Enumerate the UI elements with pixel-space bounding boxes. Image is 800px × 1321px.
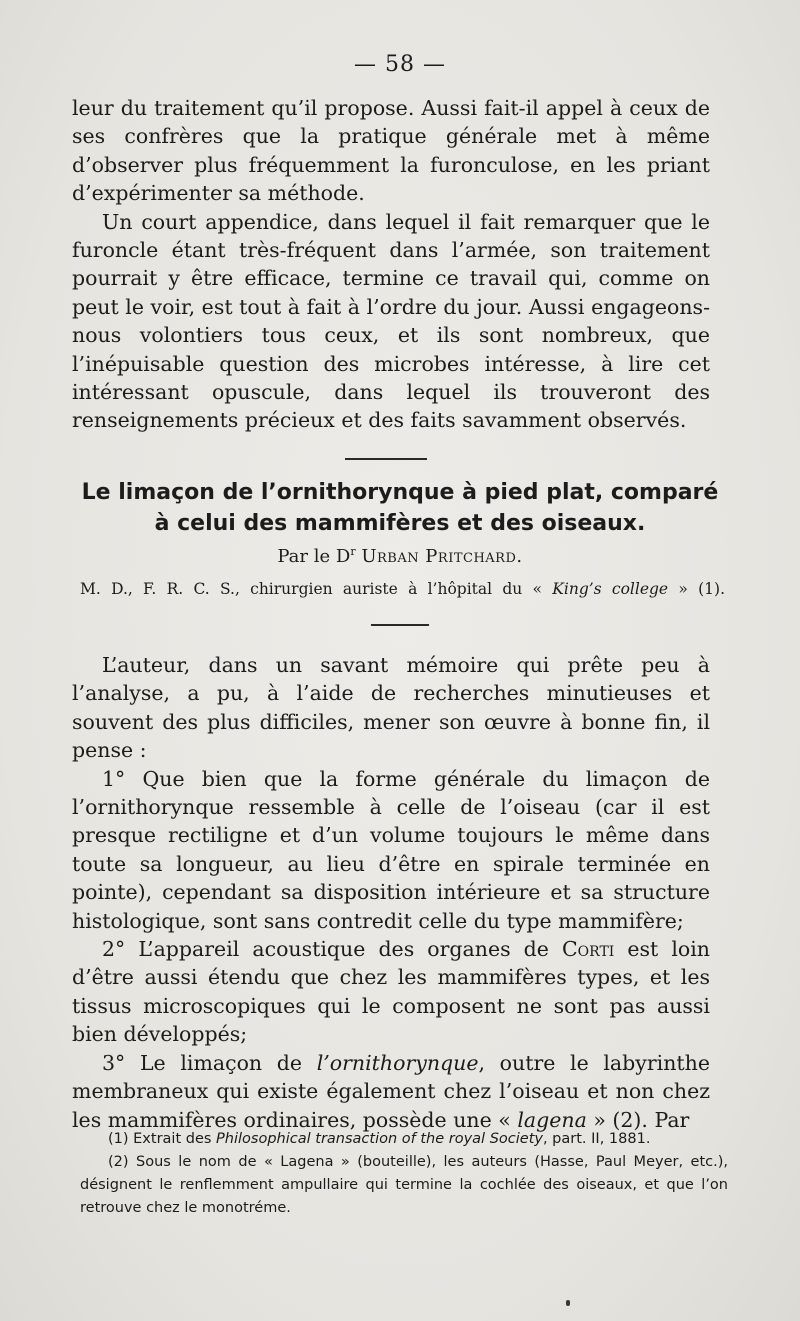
footnote-1	[80, 1128, 728, 1151]
p4-italic-ornithorynque: l’ornithorynque	[316, 1050, 479, 1075]
article-paragraph-4	[72, 1049, 710, 1134]
p3-text-end: est loin d’être aussi étendu que chez les mammifères types, et les tissus microscopiques qui le composent ne sont pas aussi bien développés;	[72, 937, 710, 1047]
p4-text-end: » (2). Par	[586, 1107, 690, 1132]
p3-name-corti: Corti	[562, 937, 615, 962]
author-credentials	[80, 580, 725, 598]
credentials-footnote-ref: » (1).	[668, 580, 725, 598]
footnotes	[80, 1128, 728, 1220]
author-prefix: Par le D	[277, 546, 351, 567]
footnote-2: (2) Sous le nom de « Lagena » (bouteille), les auteurs (Hasse, Paul Meyer, etc.), désignent le renflemment ampullaire qui termine la cochlée des oiseaux, et que l’on retrouve chez le monotréme.	[80, 1154, 728, 1216]
article-paragraph-3	[72, 935, 710, 1049]
credentials-college: King’s college	[552, 580, 669, 598]
ink-speck	[566, 1300, 570, 1306]
footnote-1-end: , part. II, 1881.	[542, 1131, 651, 1147]
article-paragraph-1: L’auteur, dans un savant mémoire qui prête peu à l’analyse, a pu, à l’aide de recherches minutieuses et souvent des plus difficiles, mener son œuvre à bonne fin, il pense :	[72, 653, 710, 763]
p4-italic-lagena: lagena	[517, 1107, 587, 1132]
intro-paragraph-2: Un court appendice, dans lequel il fait remarquer que le furoncle étant très-fréquent dans l’armée, son traitement pourrait y être efficace, termine ce travail qui, comme on peut le voir, est tout à fait à l’ordre du jour. Aussi engageons-nous volontiers tous ceux, et ils sont nombreux, que l’inépuisable question des microbes intéresse, à lire cet intéressant opuscule, dans lequel ils trouveront des renseignements précieux et des faits savamment observés.	[72, 209, 710, 433]
credentials-text: M. D., F. R. C. S., chirurgien auriste à l’hôpital du «	[80, 580, 553, 598]
article-author	[0, 545, 800, 567]
page-number: — 58 —	[354, 52, 446, 77]
p3-text-start: 2° L’appareil acoustique des organes de	[102, 937, 562, 962]
article-paragraph-2: 1° Que bien que la forme générale du limaçon de l’ornithorynque ressemble à celle de l’oiseau (car il est presque rectiligne et d’un volume toujours le même dans toute sa longueur, au lieu d’être en spirale terminée en pointe), cependant sa disposition intérieure et sa structure histologique, sont sans contredit celle du type mammifère;	[72, 766, 710, 933]
intro-paragraph-1: leur du traitement qu’il propose. Aussi fait-il appel à ceux de ses confrères que la pratique générale met à même d’observer plus fréquemment la furonculose, en les priant d’expérimenter sa méthode.	[72, 96, 710, 206]
footnote-1-start: (1) Extrait des	[108, 1131, 217, 1147]
p4-text-start: 3° Le limaçon de	[102, 1050, 317, 1075]
p4-text-mid: , outre le labyrinthe membraneux qui existe également chez l’oiseau et non chez les mammifères ordinaires, possède une «	[72, 1050, 710, 1132]
article-title	[40, 477, 760, 539]
article-body	[72, 651, 710, 1134]
intro-text	[72, 94, 710, 435]
title-divider	[371, 624, 429, 626]
author-prefix-sup: r	[350, 545, 356, 558]
article-title-line-1: Le limaçon de l’ornithorynque à pied plat, comparé	[81, 480, 719, 505]
article-title-line-2: à celui des mammifères et des oiseaux.	[154, 511, 646, 536]
author-name: Urban Pritchard.	[361, 546, 523, 567]
section-divider	[345, 458, 427, 460]
footnote-1-title: Philosophical transaction of the royal Society	[216, 1131, 543, 1147]
